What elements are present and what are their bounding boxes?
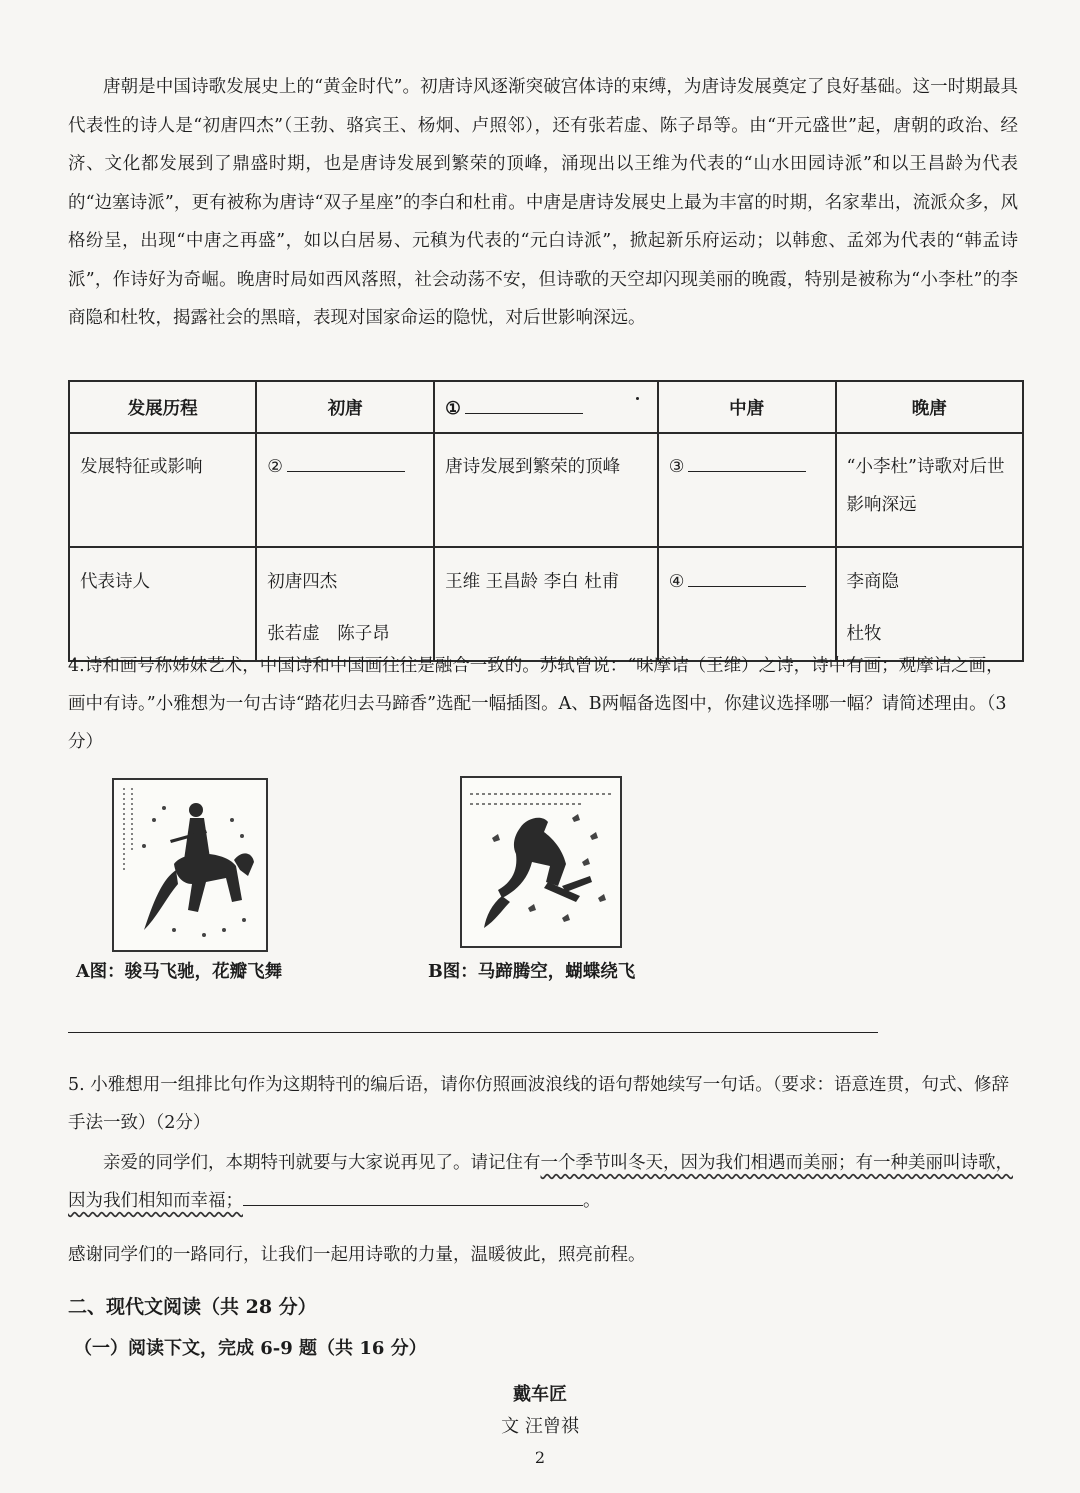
q5-closing: 感谢同学们的一路同行，让我们一起用诗歌的力量，温暖彼此，照亮前程。 xyxy=(68,1245,646,1265)
table-cell: 李商隐 杜牧 xyxy=(836,547,1023,661)
caption-a: A图：骏马飞驰，花瓣飞舞 xyxy=(76,962,283,982)
blank-cell[interactable]: ② xyxy=(256,433,434,547)
caption-b: B图：马蹄腾空，蝴蝶绕飞 xyxy=(428,962,636,982)
q5-fill-blank[interactable] xyxy=(243,1187,583,1206)
table-cell: 唐诗发展到繁荣的顶峰 xyxy=(434,433,658,547)
horse-rider-illustration xyxy=(114,780,266,950)
header-cell: 初唐 xyxy=(256,381,434,433)
subsection-title: （一）阅读下文，完成 6-9 题（共 16 分） xyxy=(74,1338,427,1359)
question-4: 4.诗和画号称姊妹艺术，中国诗和中国画往往是融合一致的。苏轼曾说：“味摩诘（王维）之诗，诗中有画；观摩诘之画，画中有诗。”小雅想为一句古诗“踏花归去马蹄香”选配一幅插图。A、B两幅备选图中，你建议选择哪一幅？请简述理由。（3分） xyxy=(68,656,1007,752)
table-row xyxy=(69,547,1023,661)
q5-passage: 亲爱的同学们，本期特刊就要与大家说再见了。请记住有一个季节叫冬天，因为我们相遇而美丽；有一种美丽叫诗歌，因为我们相知而幸福； 。 xyxy=(68,1153,1013,1211)
table-cell: 初唐四杰 张若虚 陈子昂 xyxy=(256,547,434,661)
table-row xyxy=(69,433,1023,547)
development-table xyxy=(68,380,1024,662)
blank-line xyxy=(287,453,405,472)
question-5: 5. 小雅想用一组排比句作为这期特刊的编后语，请你仿照画波浪线的语句帮她续写一句话。（要求：语意连贯，句式、修辞手法一致）（2分） xyxy=(68,1075,1010,1133)
header-cell-blank[interactable]: ① xyxy=(434,381,658,433)
picture-b xyxy=(460,776,622,948)
intro-paragraph: 唐朝是中国诗歌发展史上的“黄金时代”。初唐诗风逐渐突破宫体诗的束缚，为唐诗发展奠定了良好基础。这一时期最具代表性的诗人是“初唐四杰”（王勃、骆宾王、杨炯、卢照邻），还有张若虚、陈子昂等。由“开元盛世”起，唐朝的政治、经济、文化都发展到了鼎盛时期，也是唐诗发展到繁荣的顶峰，涌现出以王维为代表的“山水田园诗派”和以王昌龄为代表的“边塞诗派”，更有被称为唐诗“双子星座”的李白和杜甫。中唐是唐诗发展史上最为丰富的时期，名家辈出，流派众多，风格纷呈，出现“中唐之再盛”，如以白居易、元稹为代表的“元白诗派”，掀起新乐府运动；以韩愈、孟郊为代表的“韩孟诗派”，作诗好为奇崛。晚唐时局如西风落照，社会动荡不安，但诗歌的天空却闪现美丽的晚霞，特别是被称为“小李杜”的李商隐和杜牧，揭露社会的黑暗，表现对国家命运的隐忧，对后世影响深远。 xyxy=(68,77,1018,328)
answer-line[interactable] xyxy=(68,1032,878,1033)
blank-cell[interactable]: ③ xyxy=(658,433,836,547)
blank-line xyxy=(688,453,806,472)
table-cell: “小李杜”诗歌对后世影响深远 xyxy=(836,433,1023,547)
section-title: 二、现代文阅读（共 28 分） xyxy=(68,1296,317,1318)
rearing-horse-illustration xyxy=(462,778,620,946)
row-label: 发展特征或影响 xyxy=(69,433,256,547)
blank-cell[interactable]: ④ xyxy=(658,547,836,661)
table-cell: 王维 王昌龄 李白 杜甫 xyxy=(434,547,658,661)
table-header-row xyxy=(69,381,1023,433)
header-cell: 晚唐 xyxy=(836,381,1023,433)
page-number: 2 xyxy=(534,1448,546,1467)
article-author: 文 汪曾祺 xyxy=(501,1416,579,1437)
blank-line xyxy=(465,395,583,414)
wavy-underlined-sentence: 一个季节叫冬天，因为我们相遇而美丽；有一种美丽叫诗歌，因为我们相知而幸福； xyxy=(68,1153,1013,1211)
article-title: 戴车匠 xyxy=(513,1384,567,1405)
header-cell: 中唐 xyxy=(658,381,836,433)
row-label: 代表诗人 xyxy=(69,547,256,661)
header-cell: 发展历程 xyxy=(69,381,256,433)
picture-a xyxy=(112,778,268,952)
blank-line xyxy=(688,568,806,587)
